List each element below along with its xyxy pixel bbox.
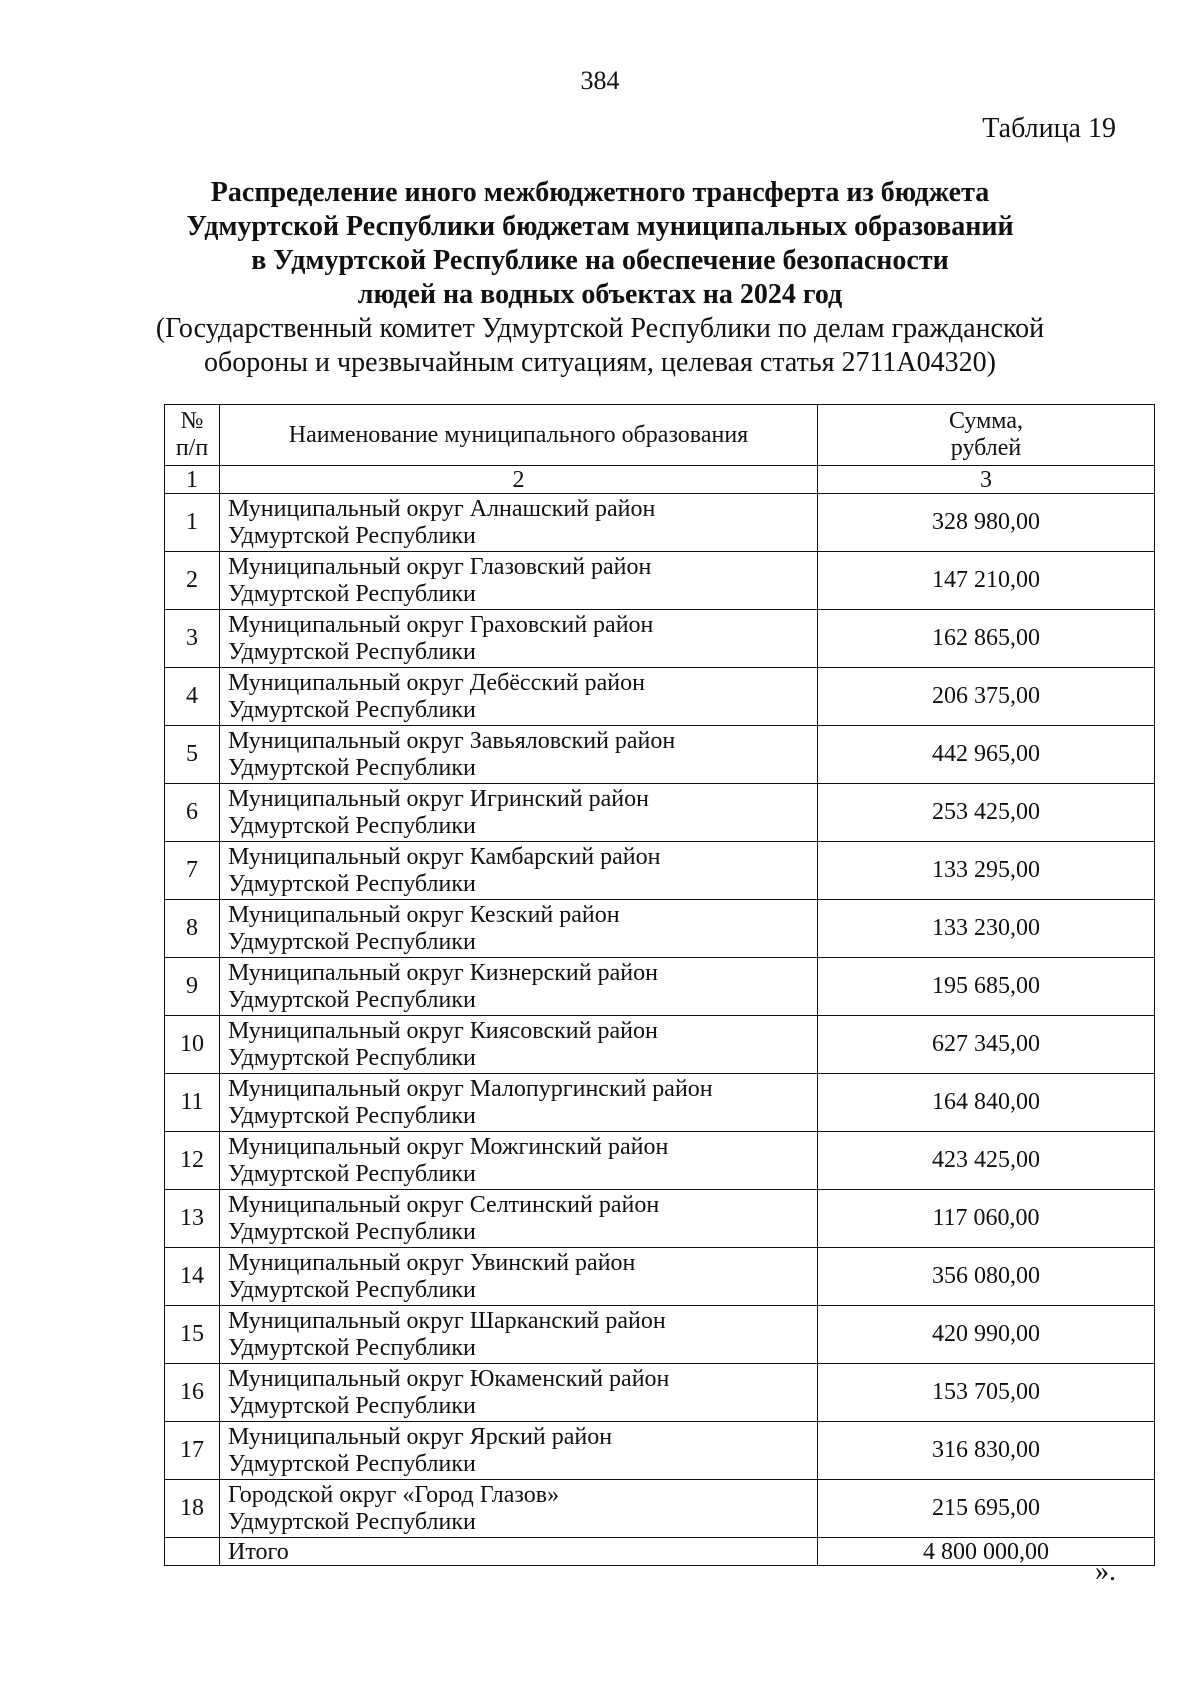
row-index: 2 xyxy=(165,552,220,610)
total-index xyxy=(165,1538,220,1566)
document-title xyxy=(100,176,1100,312)
row-index: 17 xyxy=(165,1422,220,1480)
municipality-name-line1: Муниципальный округ Ярский район xyxy=(228,1423,613,1450)
row-municipality-name xyxy=(220,958,818,1016)
column-number: 3 xyxy=(818,466,1155,494)
row-municipality-name xyxy=(220,900,818,958)
municipality-name-line2: Удмуртской Республики xyxy=(228,812,476,839)
table-row xyxy=(165,1248,1155,1306)
row-amount: 133 295,00 xyxy=(818,842,1155,900)
row-index: 13 xyxy=(165,1190,220,1248)
row-municipality-name xyxy=(220,1364,818,1422)
title-line: Удмуртской Республики бюджетам муниципальных образований xyxy=(186,211,1014,242)
table-row xyxy=(165,1016,1155,1074)
row-municipality-name xyxy=(220,552,818,610)
title-line: людей на водных объектах на 2024 год xyxy=(357,279,843,310)
municipality-name-line2: Удмуртской Республики xyxy=(228,1102,476,1129)
table-row xyxy=(165,1074,1155,1132)
municipality-name-line2: Удмуртской Республики xyxy=(228,696,476,723)
row-amount: 147 210,00 xyxy=(818,552,1155,610)
table-row xyxy=(165,610,1155,668)
row-index: 6 xyxy=(165,784,220,842)
row-municipality-name xyxy=(220,610,818,668)
row-amount: 420 990,00 xyxy=(818,1306,1155,1364)
row-index: 5 xyxy=(165,726,220,784)
municipality-name-line2: Удмуртской Республики xyxy=(228,1044,476,1071)
row-municipality-name xyxy=(220,842,818,900)
row-municipality-name xyxy=(220,1074,818,1132)
document-subtitle xyxy=(100,312,1100,380)
row-index: 10 xyxy=(165,1016,220,1074)
row-amount: 162 865,00 xyxy=(818,610,1155,668)
header-sum-line1: Сумма, xyxy=(949,408,1023,434)
municipality-name-line2: Удмуртской Республики xyxy=(228,522,476,549)
municipality-name-line1: Муниципальный округ Кизнерский район xyxy=(228,959,658,986)
header-number-line2: п/п xyxy=(175,435,209,461)
row-index: 16 xyxy=(165,1364,220,1422)
municipality-name-line2: Удмуртской Республики xyxy=(228,1392,476,1419)
municipality-name-line2: Удмуртской Республики xyxy=(228,1160,476,1187)
row-amount: 133 230,00 xyxy=(818,900,1155,958)
title-line: в Удмуртской Республике на обеспечение безопасности xyxy=(251,245,949,276)
total-row xyxy=(165,1538,1155,1566)
table-row xyxy=(165,1422,1155,1480)
row-municipality-name xyxy=(220,1480,818,1538)
row-amount: 423 425,00 xyxy=(818,1132,1155,1190)
subtitle-line: (Государственный комитет Удмуртской Республики по делам гражданской xyxy=(155,313,1045,344)
row-municipality-name xyxy=(220,668,818,726)
municipality-name-line2: Удмуртской Республики xyxy=(228,928,476,955)
municipality-name-line1: Муниципальный округ Глазовский район xyxy=(228,553,652,580)
municipality-name-line2: Удмуртской Республики xyxy=(228,1508,476,1535)
row-amount: 328 980,00 xyxy=(818,494,1155,552)
table-row xyxy=(165,900,1155,958)
table-row xyxy=(165,958,1155,1016)
table-row xyxy=(165,1364,1155,1422)
title-line: Распределение иного межбюджетного трансферта из бюджета xyxy=(210,177,990,208)
row-index: 3 xyxy=(165,610,220,668)
row-amount: 253 425,00 xyxy=(818,784,1155,842)
table-row xyxy=(165,842,1155,900)
table-row xyxy=(165,1132,1155,1190)
municipality-name-line1: Муниципальный округ Игринский район xyxy=(228,785,649,812)
row-amount: 206 375,00 xyxy=(818,668,1155,726)
closing-mark: ». xyxy=(1095,1556,1116,1587)
row-amount: 164 840,00 xyxy=(818,1074,1155,1132)
municipality-name-line2: Удмуртской Республики xyxy=(228,638,476,665)
header-sum-line2: рублей xyxy=(950,435,1022,461)
row-index: 14 xyxy=(165,1248,220,1306)
municipality-name-line1: Муниципальный округ Шарканский район xyxy=(228,1307,666,1334)
row-municipality-name xyxy=(220,1306,818,1364)
row-index: 4 xyxy=(165,668,220,726)
table-row xyxy=(165,1306,1155,1364)
row-amount: 627 345,00 xyxy=(818,1016,1155,1074)
header-name: Наименование муниципального образования xyxy=(220,405,818,466)
row-index: 1 xyxy=(165,494,220,552)
column-number: 1 xyxy=(165,466,220,494)
row-municipality-name xyxy=(220,1422,818,1480)
municipality-name-line1: Муниципальный округ Увинский район xyxy=(228,1249,636,1276)
table-row xyxy=(165,1480,1155,1538)
row-index: 18 xyxy=(165,1480,220,1538)
row-amount: 215 695,00 xyxy=(818,1480,1155,1538)
row-amount: 442 965,00 xyxy=(818,726,1155,784)
row-amount: 316 830,00 xyxy=(818,1422,1155,1480)
municipality-name-line2: Удмуртской Республики xyxy=(228,1276,476,1303)
header-number xyxy=(165,405,220,466)
subtitle-line: обороны и чрезвычайным ситуациям, целевая статья 2711А04320) xyxy=(204,347,996,378)
row-amount: 356 080,00 xyxy=(818,1248,1155,1306)
municipality-name-line1: Муниципальный округ Дебёсский район xyxy=(228,669,645,696)
municipality-name-line2: Удмуртской Республики xyxy=(228,986,476,1013)
row-amount: 153 705,00 xyxy=(818,1364,1155,1422)
municipality-name-line1: Городской округ «Город Глазов» xyxy=(228,1481,560,1508)
total-amount: 4 800 000,00 xyxy=(818,1538,1155,1566)
municipality-name-line2: Удмуртской Республики xyxy=(228,754,476,781)
municipality-name-line2: Удмуртской Республики xyxy=(228,580,476,607)
row-index: 11 xyxy=(165,1074,220,1132)
row-municipality-name xyxy=(220,1132,818,1190)
table-label: Таблица 19 xyxy=(982,113,1116,144)
row-amount: 117 060,00 xyxy=(818,1190,1155,1248)
municipality-name-line1: Муниципальный округ Алнашский район xyxy=(228,495,656,522)
row-index: 7 xyxy=(165,842,220,900)
total-label: Итого xyxy=(220,1538,818,1566)
row-index: 9 xyxy=(165,958,220,1016)
table-row xyxy=(165,1190,1155,1248)
row-municipality-name xyxy=(220,494,818,552)
table-row xyxy=(165,726,1155,784)
row-index: 15 xyxy=(165,1306,220,1364)
page-number: 384 xyxy=(580,66,620,95)
municipality-name-line2: Удмуртской Республики xyxy=(228,1450,476,1477)
municipality-name-line1: Муниципальный округ Граховский район xyxy=(228,611,654,638)
municipality-name-line2: Удмуртской Республики xyxy=(228,1334,476,1361)
distribution-table xyxy=(164,404,1155,1566)
header-number-line1: № xyxy=(180,408,204,434)
row-amount: 195 685,00 xyxy=(818,958,1155,1016)
row-municipality-name xyxy=(220,726,818,784)
municipality-name-line1: Муниципальный округ Кезский район xyxy=(228,901,620,928)
header-sum xyxy=(818,405,1155,466)
row-municipality-name xyxy=(220,1248,818,1306)
municipality-name-line1: Муниципальный округ Юкаменский район xyxy=(228,1365,670,1392)
municipality-name-line1: Муниципальный округ Камбарский район xyxy=(228,843,661,870)
row-municipality-name xyxy=(220,784,818,842)
table-header-row xyxy=(165,405,1155,466)
table-row xyxy=(165,494,1155,552)
column-numbers-row xyxy=(165,466,1155,494)
row-index: 8 xyxy=(165,900,220,958)
row-municipality-name xyxy=(220,1016,818,1074)
table-row xyxy=(165,552,1155,610)
column-number: 2 xyxy=(220,466,818,494)
municipality-name-line1: Муниципальный округ Киясовский район xyxy=(228,1017,658,1044)
municipality-name-line1: Муниципальный округ Завьяловский район xyxy=(228,727,676,754)
municipality-name-line1: Муниципальный округ Малопургинский район xyxy=(228,1075,713,1102)
row-municipality-name xyxy=(220,1190,818,1248)
row-index: 12 xyxy=(165,1132,220,1190)
municipality-name-line2: Удмуртской Республики xyxy=(228,870,476,897)
table-row xyxy=(165,784,1155,842)
municipality-name-line2: Удмуртской Республики xyxy=(228,1218,476,1245)
municipality-name-line1: Муниципальный округ Можгинский район xyxy=(228,1133,669,1160)
table-row xyxy=(165,668,1155,726)
municipality-name-line1: Муниципальный округ Селтинский район xyxy=(228,1191,660,1218)
